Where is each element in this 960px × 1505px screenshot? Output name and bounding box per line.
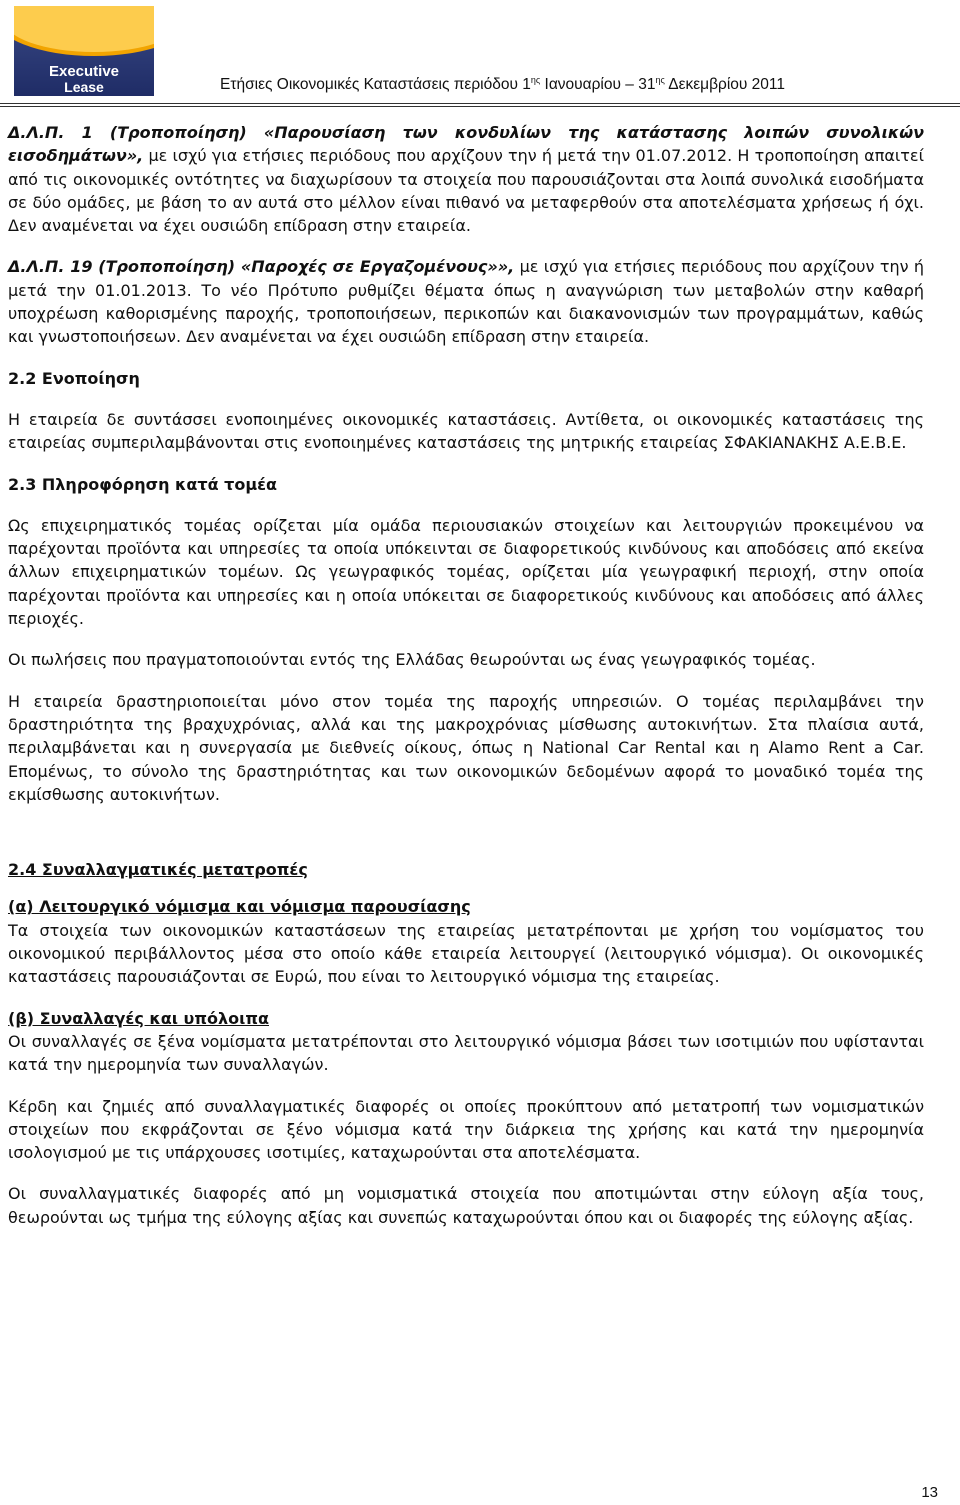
document-body: [8, 121, 924, 1229]
paragraph-ias19: [8, 255, 924, 348]
company-logo: [14, 6, 154, 96]
logo-text-line1: Executive: [48, 63, 120, 80]
paragraph-transactions: Οι συναλλαγές σε ξένα νομίσματα μετατρέπονται στο λειτουργικό νόμισμα βάσει των ισοτιμιών που υφίστανται κατά την ημερομηνία των συναλλαγών.: [8, 1031, 924, 1075]
ias19-heading: Δ.Λ.Π. 19 (Τροποποίηση) «Παροχές σε Εργαζομένους»»,: [8, 257, 515, 277]
header-title-sup1: ης: [530, 75, 541, 85]
ias19-text: με ισχύ για ετήσιες περιόδους που αρχίζουν την ή μετά την 01.01.2013. Το νέο Πρότυπο ρυθμίζει θέματα όπως η αναγνώριση των μεταβολών στην καθαρή υποχρέωση καθορισμένης παροχής, τροποποιήσεων, περικοπών και διακανονισμών των προγραμμάτων, καθώς και γνωστοποιήσεων. Δεν αναμένεται να έχει ουσιώδη επίδραση στην εταιρεία.: [8, 257, 924, 347]
page-header: [0, 0, 960, 100]
paragraph-non-monetary-items: Οι συναλλαγματικές διαφορές από μη νομισματικά στοιχεία που αποτιμώνται στην εύλογη αξία τους, θεωρούνται ως τμήμα της εύλογης αξίας και συνεπώς καταχωρούνται όπου και οι διαφορές της εύλογης αξίας.: [8, 1184, 924, 1227]
paragraph-fx-gains-losses: Κέρδη και ζημιές από συναλλαγματικές διαφορές οι οποίες προκύπτουν από μετατροπή των νομισματικών στοιχείων που εκφράζονται σε ξένο νόμισμα κατά την διάρκεια της χρήσης και κατά την ημερομηνία ισολογισμού με τις υπάρχουσες ισοτιμίες, καταχωρούνται στα αποτελέσματα.: [8, 1096, 924, 1163]
subheading-transactions-balances: (β) Συναλλαγές και υπόλοιπα: [8, 1008, 269, 1028]
header-divider: [0, 103, 960, 104]
paragraph-consolidation: Η εταιρεία δε συντάσσει ενοποιημένες οικονομικές καταστάσεις. Αντίθετα, οι οικονομικές καταστάσεις της εταιρείας συμπεριλαμβάνονται στις ενοποιημένες καταστάσεις της μητρικής εταιρείας ΣΦΑΚΙΑΝΑΚΗΣ Α.Ε.Β.Ε.: [8, 409, 924, 453]
section-heading-fx: 2.4 Συναλλαγματικές μετατροπές: [8, 860, 308, 880]
header-title: [220, 75, 810, 94]
paragraph-segments-activity: Η εταιρεία δραστηριοποιείται μόνο στον τομέα της παροχής υπηρεσιών. Ο τομέας περιλαμβάνει την δραστηριότητα της βραχυχρόνιας, αλλά και της μακροχρόνιας μίσθωσης αυτοκινήτων. Στα πλαίσια αυτά, περιλαμβάνεται και η συνεργασία με διεθνείς οίκους, όπως η National Car Rental και η Alamo Rent a Car. Επομένως, το σύνολο της δραστηριότητας και των οικονομικών δεδομένων αφορά το μοναδικό τομέα της εκμίσθωσης αυτοκινήτων.: [8, 691, 924, 804]
header-title-part2: Ιανουαρίου – 31: [540, 76, 656, 94]
ias1-heading: Δ.Λ.Π. 1 (Τροποποίηση) «Παρουσίαση των κονδυλίων της κατάστασης λοιπών συνολικών εισοδημάτων»,: [8, 123, 924, 166]
paragraph-ias1: [8, 121, 924, 237]
header-divider-secondary: [0, 106, 960, 107]
header-title-sup2: ης: [655, 75, 665, 85]
header-title-part3: Δεκεμβρίου 2011: [664, 76, 786, 94]
logo-text-line2: Lease: [64, 79, 104, 95]
section-heading-consolidation: 2.2 Ενοποίηση: [8, 368, 140, 388]
section-heading-segments: 2.3 Πληροφόρηση κατά τομέα: [8, 474, 278, 494]
paragraph-functional-currency: Τα στοιχεία των οικονομικών καταστάσεων της εταιρείας μετατρέπονται με χρήση του νομίσματος του οικονομικού περιβάλλοντος μέσα στο οποίο κάθε εταιρεία λειτουργεί (λειτουργικό νόμισμα). Οι οικονομικές καταστάσεις παρουσιάζονται σε Ευρώ, που είναι το λειτουργικό νόμισμα της εταιρείας.: [8, 920, 924, 987]
paragraph-segments-geography: Οι πωλήσεις που πραγματοποιούνται εντός της Ελλάδας θεωρούνται ως ένας γεωγραφικός τομέας.: [8, 650, 816, 670]
ias1-text: με ισχύ για ετήσιες περιόδους που αρχίζουν την ή μετά την 01.07.2012. Η τροποποίηση απαιτεί από τις οικονομικές οντότητες να διαχωρίσουν τα στοιχεία που παρουσιάζονται στα λοιπά συνολικά εισοδήματα σε δύο ομάδες, με βάση το αν αυτά στο μέλλον είναι πιθανό να μεταφερθούν στα αποτελέσματα χρήσεως ή όχι. Δεν αναμένεται να έχει ουσιώδη επίδραση στην εταιρεία.: [8, 146, 924, 236]
subheading-functional-currency: (α) Λειτουργικό νόμισμα και νόμισμα παρουσίασης: [8, 897, 471, 917]
paragraph-segments-definition: Ως επιχειρηματικός τομέας ορίζεται μία ομάδα περιουσιακών στοιχείων και λειτουργιών προκειμένου να παρέχονται προϊόντα και υπηρεσίες τα οποία υπόκεινται σε διαφορετικούς κινδύνους και αποδόσεις από εκείνα άλλων επιχειρηματικών τομέων. Ως γεωγραφικός τομέας, ορίζεται μία γεωγραφική περιοχή, στην οποία παρέχονται προϊόντα και υπηρεσίες και η οποία υπόκειται σε διαφορετικούς κινδύνους και αποδόσεις από άλλες περιοχές.: [8, 515, 924, 629]
header-title-part1: Ετήσιες Οικονομικές Καταστάσεις περιόδου 1: [220, 76, 531, 94]
page-number: 13: [921, 1484, 938, 1501]
